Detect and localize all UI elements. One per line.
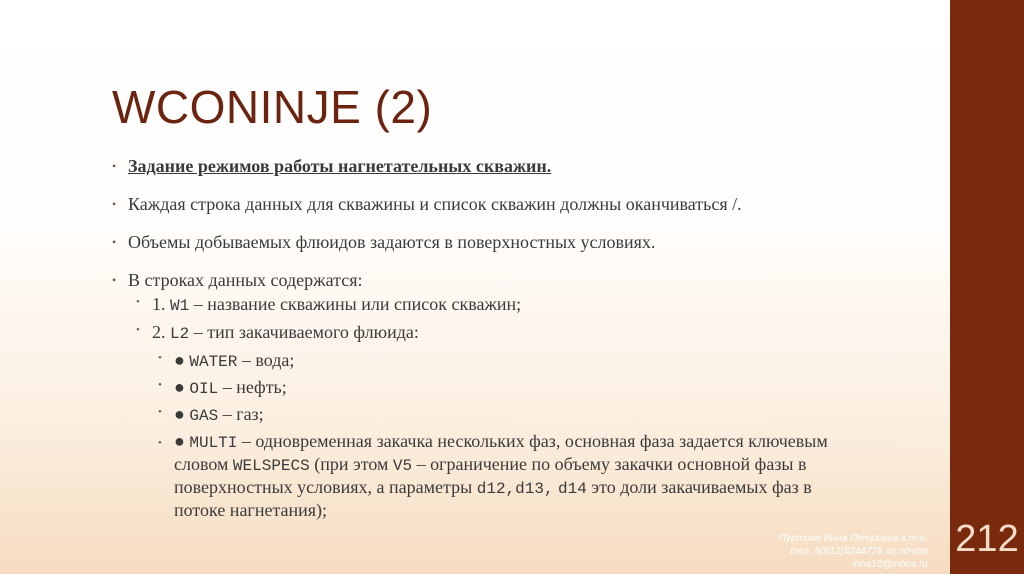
dot-icon: ● bbox=[174, 350, 185, 370]
dot-icon: ● bbox=[174, 377, 185, 397]
code-text: WELSPECS bbox=[232, 457, 310, 475]
bullet-row bbox=[112, 194, 832, 232]
item-text: – ограничение по объему закачки основной фазы в поверхностных условиях, а параметры bbox=[174, 454, 807, 497]
code-text: OIL bbox=[189, 380, 219, 398]
code-text: WATER bbox=[189, 353, 238, 371]
page-number: 212 bbox=[955, 518, 1019, 560]
bullet-text: Объемы добываемых флюидов задаются в поверхностных условиях. bbox=[128, 232, 656, 252]
bullet-text: В строках данных содержатся: bbox=[128, 270, 363, 290]
item-text: (при этом bbox=[309, 454, 393, 474]
bullet-icon: • bbox=[158, 352, 162, 364]
code-text: d14 bbox=[558, 480, 587, 498]
bullet-icon: • bbox=[136, 324, 140, 336]
bullet-icon: • bbox=[112, 235, 117, 249]
footer-email: inna10@inbox.ru bbox=[852, 559, 928, 570]
bullet-text: Каждая строка данных для скважины и список скважин должны оканчиваться /. bbox=[128, 194, 742, 214]
slide-content bbox=[112, 156, 832, 521]
sub-prefix: 1. bbox=[152, 294, 170, 314]
author-footer bbox=[700, 532, 928, 571]
slide-title: WCONINJE (2) bbox=[112, 81, 433, 133]
bullet-icon: • bbox=[112, 197, 117, 211]
right-accent-band bbox=[950, 0, 1024, 574]
bullet-icon: • bbox=[136, 296, 140, 308]
fluid-item-gas bbox=[112, 404, 832, 431]
bullet-row bbox=[112, 270, 832, 294]
bullet-text: Задание режимов работы нагнетательных скважин. bbox=[128, 156, 552, 176]
code-text: W1 bbox=[170, 297, 190, 315]
sub-text: – название скважины или список скважин; bbox=[189, 294, 522, 314]
dot-icon: ● bbox=[174, 404, 185, 424]
footer-author: Пуртова Инна Петровна к.т.н. bbox=[778, 533, 928, 544]
bullet-icon: • bbox=[112, 159, 117, 173]
sub-prefix: 2. bbox=[152, 322, 170, 342]
item-text: – одновременная закачка нескольких фаз, основная фаза задается ключевым словом bbox=[174, 431, 828, 474]
bullet-icon: • bbox=[158, 406, 162, 418]
bullet-icon: • bbox=[158, 437, 162, 449]
sub-bullet-row bbox=[112, 294, 832, 322]
item-text: – нефть; bbox=[218, 377, 287, 397]
bullet-row bbox=[112, 156, 832, 194]
sub-text: – тип закачиваемого флюида: bbox=[189, 322, 419, 342]
bullet-icon: • bbox=[112, 273, 117, 287]
code-text: MULTI bbox=[189, 434, 238, 452]
fluid-item-oil bbox=[112, 377, 832, 404]
code-text: L2 bbox=[170, 325, 190, 343]
fluid-item-multi bbox=[112, 431, 834, 521]
footer-phone: тел. 8(912)9244778 эл.почта bbox=[789, 546, 928, 557]
code-text: GAS bbox=[189, 407, 219, 425]
code-text: d12,d13, bbox=[476, 480, 554, 498]
item-text: – вода; bbox=[237, 350, 295, 370]
bullet-icon: • bbox=[158, 379, 162, 391]
code-text: V5 bbox=[392, 457, 413, 475]
sub-bullet-row bbox=[112, 322, 832, 350]
bullet-row bbox=[112, 232, 832, 270]
fluid-item-water bbox=[112, 350, 832, 377]
item-text: это доли закачиваемых фаз в потоке нагнетания); bbox=[174, 477, 812, 520]
dot-icon: ● bbox=[174, 431, 185, 451]
item-text: – газ; bbox=[218, 404, 264, 424]
